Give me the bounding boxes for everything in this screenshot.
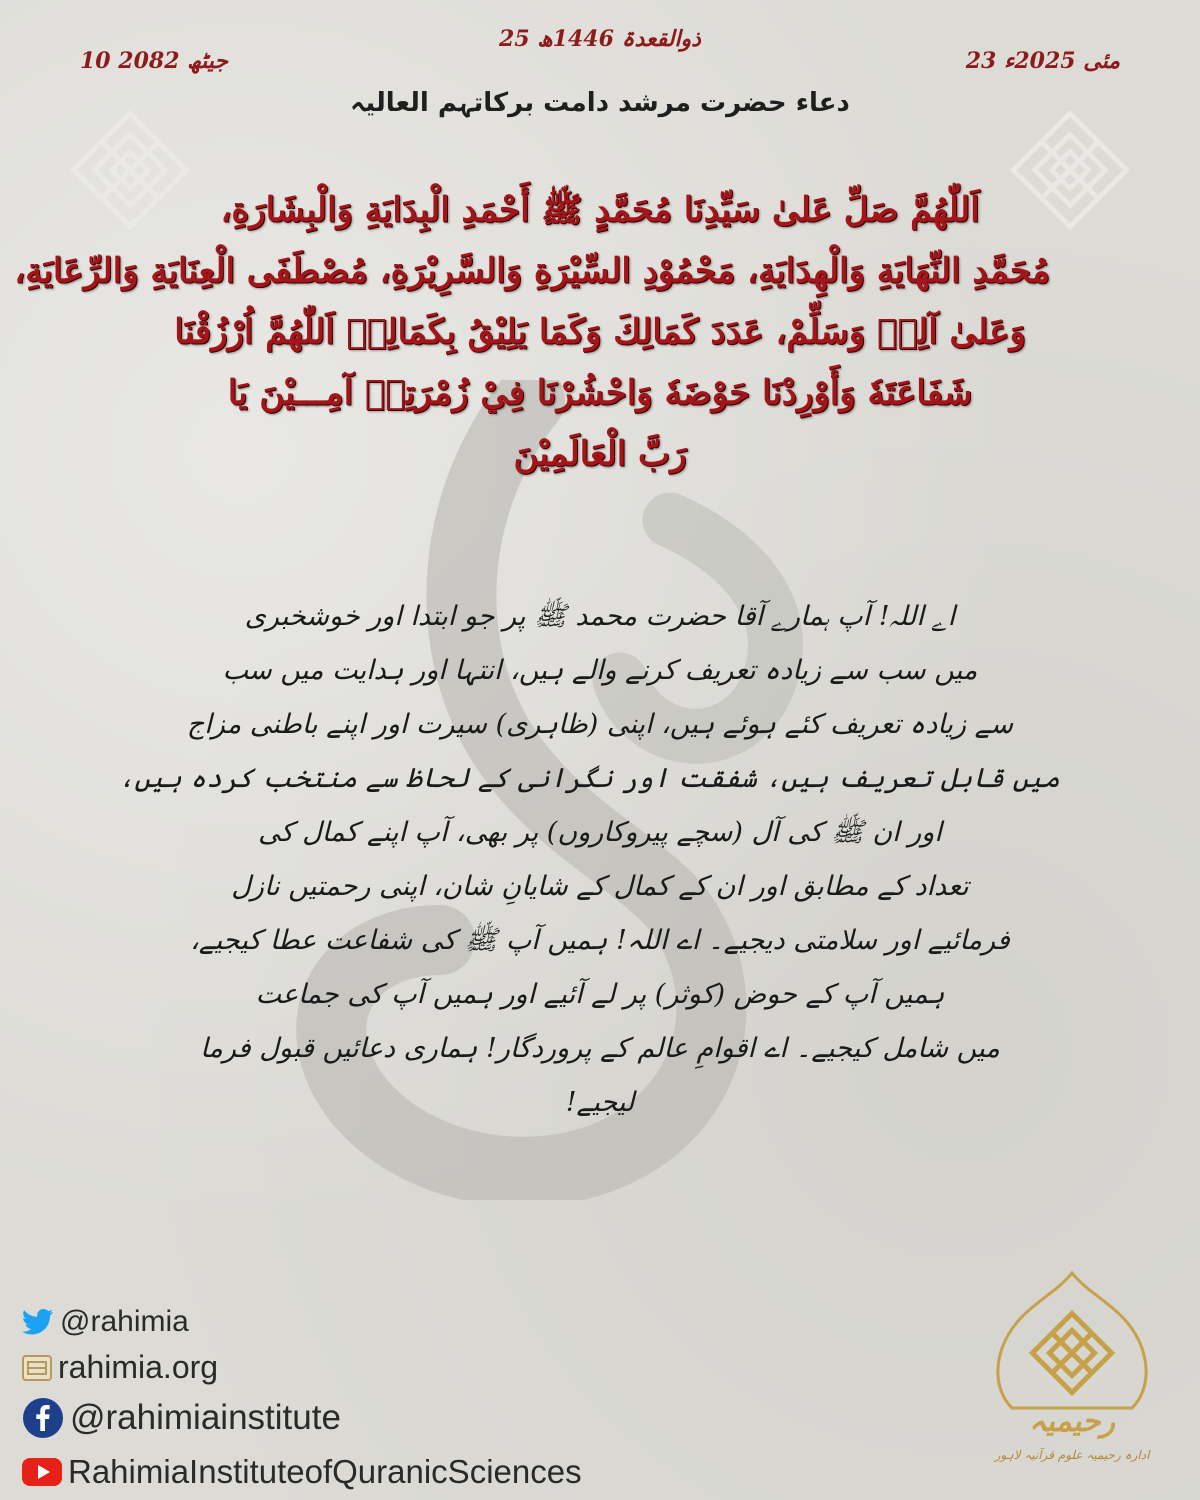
urdu-line: اے اللہ! آپ ہمارے آقا حضرت محمد ﷺ پر جو ابتدا اور خوشخبری [244, 601, 956, 632]
hijri-date: 25 ذوالقعدۃ 1446ھ [499, 26, 701, 52]
website-url: rahimia.org [58, 1349, 219, 1385]
youtube-link[interactable] [22, 1453, 582, 1491]
urdu-line: میں سب سے زیادہ تعریف کرنے والے ہیں، انتہا اور ہدایت میں سب [222, 655, 978, 686]
urdu-line: سے زیادہ تعریف کئے ہوئے ہیں، اپنی (ظاہری) سیرت اور اپنے باطنی مزاج [186, 709, 1014, 740]
arabic-prayer [14, 180, 1050, 485]
facebook-handle: @rahimiainstitute [70, 1398, 341, 1437]
logo-subtitle: ادارہ رحیمیہ علوم قرآنیہ لاہور [994, 1448, 1150, 1462]
arabic-line: شَفَاعَتَهٗ وَأَوْرِدْنَا حَوْضَهٗ وَاحْشُرْنَا فِيْ زُمْرَتِهٖ آمِـــیْنَ یَا [227, 373, 973, 413]
page-title: دعاء حضرت مرشد دامت برکاتہم العالیہ [350, 88, 850, 118]
rahimia-logo [982, 1268, 1162, 1488]
desi-date: 10 جیٹھ 2082 [80, 48, 228, 74]
logo-name: رحیمیہ [1028, 1404, 1116, 1439]
twitter-icon [22, 1308, 54, 1336]
urdu-line: تعداد کے مطابق اور ان کے کمال کے شایانِ شان، اپنی رحمتیں نازل [231, 871, 969, 902]
youtube-channel: RahimiaInstituteofQuranicSciences [68, 1453, 582, 1490]
urdu-line: میں شامل کیجیے۔ اے اقوامِ عالم کے پروردگار! ہماری دعائیں قبول فرما [200, 1033, 1000, 1064]
urdu-line: ہمیں آپ کے حوض (کوثر) پر لے آئیے اور ہمیں آپ کی جماعت [255, 979, 945, 1010]
website-link[interactable] [22, 1349, 218, 1386]
gregorian-date: 23 مئی 2025ء [965, 48, 1120, 74]
facebook-icon [22, 1397, 64, 1439]
urdu-line: لیجیے! [565, 1087, 635, 1118]
twitter-link[interactable] [22, 1305, 189, 1339]
arabic-line: اَللّٰهُمَّ صَلِّ عَلیٰ سَیِّدِنَا مُحَمَّدٍ ﷺ أَحْمَدِ الْبِدَایَةِ وَالْبِشَارَةِ، [220, 190, 980, 230]
urdu-line: میں قابل تعریف ہیں، شفقت اور نگرانی کے لحاظ سے منتخب کردہ ہیں، [118, 763, 1060, 794]
youtube-icon [22, 1458, 62, 1486]
twitter-handle: @rahimia [60, 1305, 189, 1338]
arabic-line: وَعَلیٰ آلِهٖ وَسَلِّمْ، عَدَدَ كَمَالِكَ وَكَمَا یَلِیْقُ بِكَمَالِهٖ اَللّٰهُمَّ اُرْزُقْنَا [174, 312, 1026, 352]
urdu-translation [118, 590, 1060, 1130]
website-icon [22, 1355, 52, 1381]
arabic-line: رَبَّ الْعَالَمِیْنَ [513, 434, 687, 474]
arabic-line: مُحَمَّدِ النِّهَایَةِ وَالْهِدَایَةِ، مَحْمُوْدِ السِّیْرَةِ وَالسَّرِیْرَةِ، مُصْطَفَی الْعِنَایَةِ وَالرِّعَایَةِ، [14, 251, 1050, 291]
facebook-link[interactable] [22, 1397, 341, 1439]
urdu-line: فرمائیے اور سلامتی دیجیے۔ اے اللہ! ہمیں آپ ﷺ کی شفاعت عطا کیجیے، [190, 925, 1010, 956]
urdu-line: اور ان ﷺ کی آل (سچے پیروکاروں) پر بھی، آپ اپنے کمال کی [258, 817, 942, 848]
